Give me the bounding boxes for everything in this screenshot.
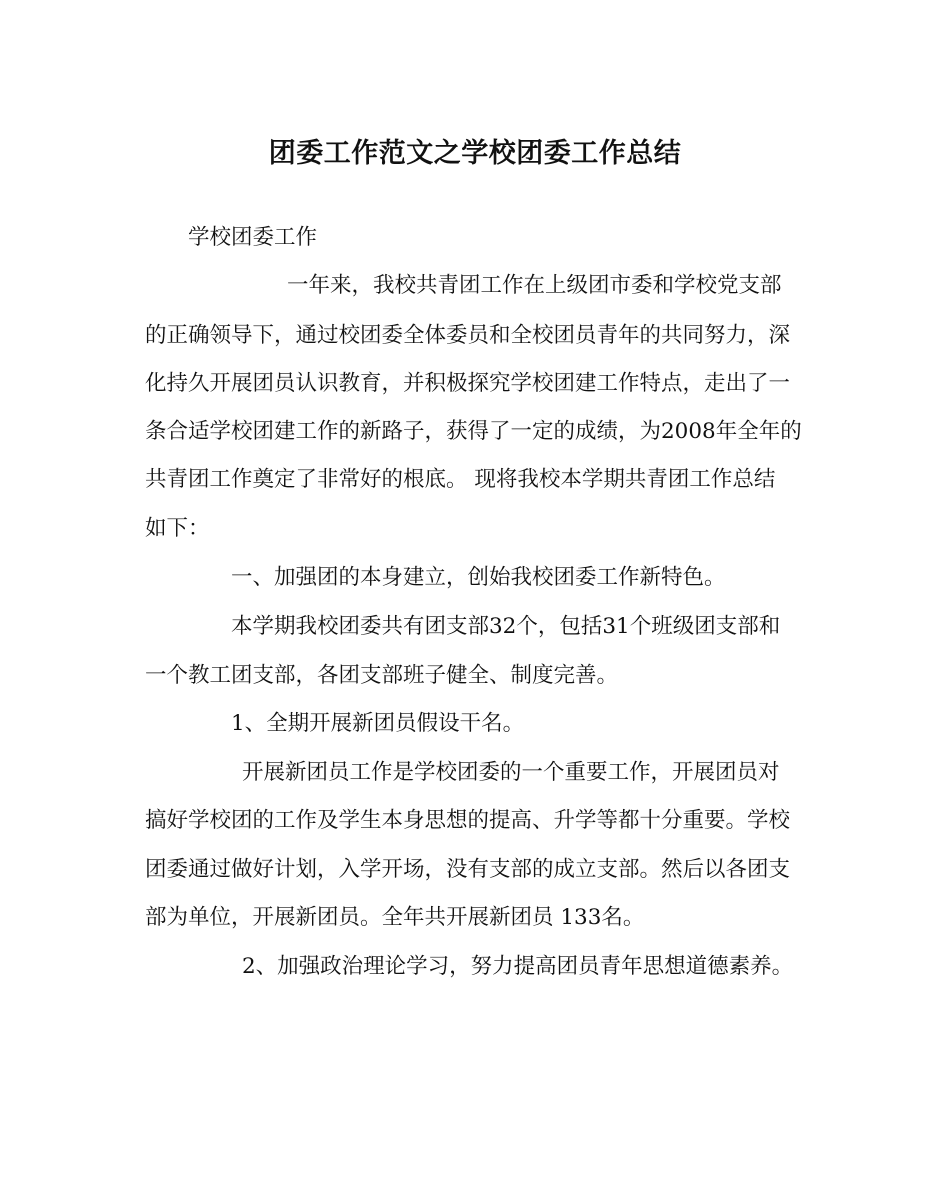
- paragraph-line: 开展新团员工作是学校团委的一个重要工作，开展团员对: [242, 760, 780, 785]
- paragraph-line: 共青团工作奠定了非常好的根底。 现将我校本学期共青团工作总结: [145, 467, 776, 492]
- paragraph-line: 如下：: [145, 516, 210, 541]
- paragraph-line: 条合适学校团建工作的新路子，获得了一定的成绩，为2008年全年的: [145, 419, 802, 444]
- subsection-heading: 1、全期开展新团员假设干名。: [231, 711, 525, 736]
- paragraph-line: 搞好学校团的工作及学生本身思想的提高、升学等都十分重要。学校: [145, 808, 791, 833]
- paragraph-line: 部为单位，开展新团员。全年共开展新团员 133名。: [145, 905, 645, 930]
- paragraph-line: 一个教工团支部，各团支部班子健全、制度完善。: [145, 663, 619, 688]
- paragraph-line: 本学期我校团委共有团支部32个，包括31个班级团支部和: [231, 614, 781, 639]
- page-title: 团委工作范文之学校团委工作总结: [268, 138, 682, 169]
- section-heading: 一、加强团的本身建立，创始我校团委工作新特色。: [231, 565, 726, 590]
- paragraph-line: 的正确领导下，通过校团委全体委员和全校团员青年的共同努力，深: [145, 323, 791, 348]
- subsection-heading: 2、加强政治理论学习，努力提高团员青年思想道德素养。: [242, 954, 794, 979]
- paragraph-line: 一年来，我校共青团工作在上级团市委和学校党支部: [287, 273, 782, 298]
- paragraph-line: 化持久开展团员认识教育，并积极探究学校团建工作特点，走出了一: [145, 371, 791, 396]
- paragraph-line: 团委通过做好计划，入学开场，没有支部的成立支部。然后以各团支: [145, 857, 791, 882]
- section-heading: 学校团委工作: [188, 225, 318, 250]
